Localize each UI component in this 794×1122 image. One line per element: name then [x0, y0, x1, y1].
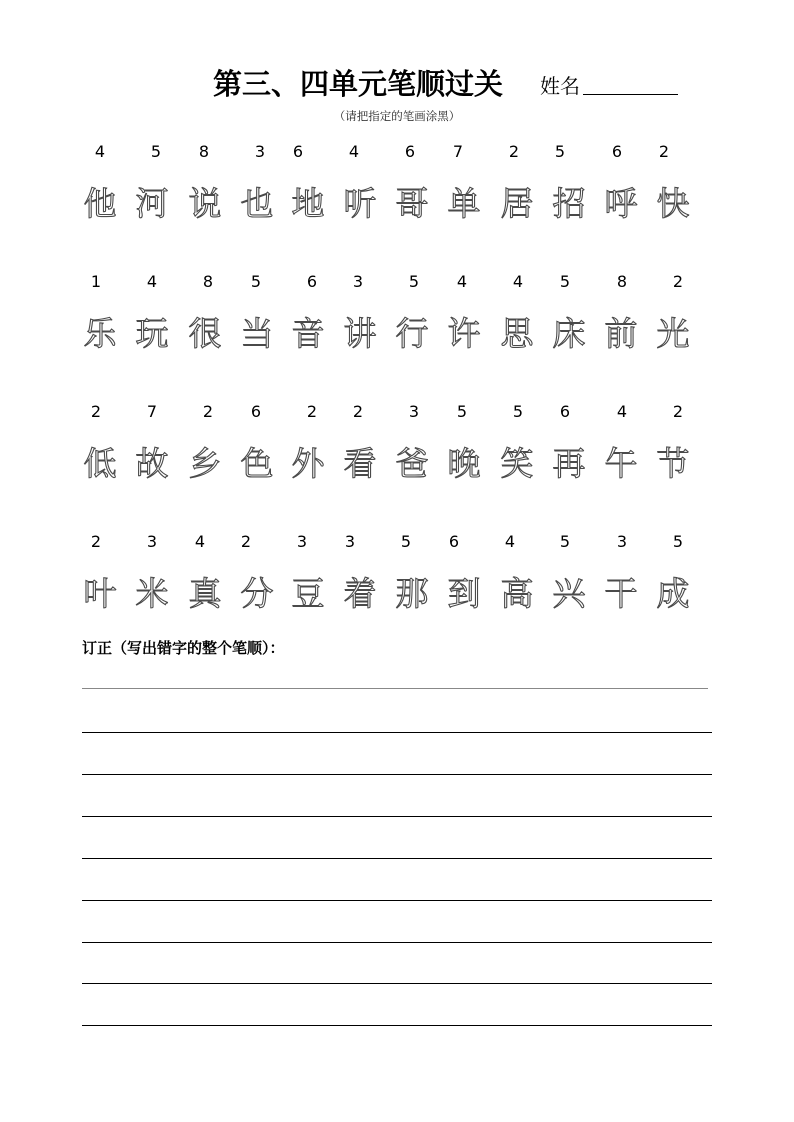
- stroke-number: 8: [202, 272, 214, 291]
- stroke-number: 3: [146, 532, 158, 551]
- outline-character[interactable]: 呼: [604, 184, 638, 223]
- stroke-number: 4: [512, 272, 524, 291]
- stroke-number: 4: [194, 532, 206, 551]
- stroke-number: 6: [306, 272, 318, 291]
- outline-character[interactable]: 光: [656, 314, 690, 353]
- outline-character[interactable]: 低: [83, 444, 117, 483]
- name-blank-line[interactable]: [583, 94, 678, 95]
- writing-line[interactable]: [82, 858, 712, 859]
- outline-character[interactable]: 米: [135, 574, 169, 613]
- outline-character[interactable]: 到: [447, 574, 481, 613]
- stroke-number: 2: [658, 142, 670, 161]
- stroke-number: 5: [672, 532, 684, 551]
- outline-character[interactable]: 单: [447, 184, 481, 223]
- outline-character[interactable]: 外: [291, 444, 325, 483]
- outline-character[interactable]: 他: [83, 184, 117, 223]
- stroke-number: 8: [198, 142, 210, 161]
- stroke-number: 4: [348, 142, 360, 161]
- outline-character[interactable]: 当: [240, 314, 274, 353]
- outline-character[interactable]: 色: [240, 444, 274, 483]
- outline-character[interactable]: 故: [135, 444, 169, 483]
- stroke-number: 6: [250, 402, 262, 421]
- stroke-number: 5: [150, 142, 162, 161]
- stroke-number: 3: [616, 532, 628, 551]
- stroke-number: 6: [611, 142, 623, 161]
- outline-character[interactable]: 行: [395, 314, 429, 353]
- stroke-number: 2: [508, 142, 520, 161]
- outline-character[interactable]: 真: [188, 574, 222, 613]
- outline-character[interactable]: 讲: [343, 314, 377, 353]
- outline-character[interactable]: 说: [188, 184, 222, 223]
- writing-line[interactable]: [82, 816, 712, 817]
- outline-character[interactable]: 爸: [395, 444, 429, 483]
- stroke-number: 3: [296, 532, 308, 551]
- outline-character[interactable]: 思: [500, 314, 534, 353]
- outline-character[interactable]: 玩: [135, 314, 169, 353]
- outline-character[interactable]: 哥: [395, 184, 429, 223]
- outline-character[interactable]: 高: [500, 574, 534, 613]
- outline-character[interactable]: 干: [604, 574, 638, 613]
- stroke-number: 3: [344, 532, 356, 551]
- stroke-number: 4: [616, 402, 628, 421]
- outline-character[interactable]: 音: [291, 314, 325, 353]
- stroke-number: 7: [452, 142, 464, 161]
- outline-character[interactable]: 招: [552, 184, 586, 223]
- writing-line[interactable]: [82, 942, 712, 943]
- stroke-number: 3: [352, 272, 364, 291]
- stroke-number: 5: [456, 402, 468, 421]
- outline-character[interactable]: 快: [656, 184, 690, 223]
- stroke-number: 6: [404, 142, 416, 161]
- outline-character[interactable]: 看: [343, 444, 377, 483]
- outline-character[interactable]: 节: [656, 444, 690, 483]
- stroke-number: 4: [456, 272, 468, 291]
- stroke-number: 1: [90, 272, 102, 291]
- stroke-number: 7: [146, 402, 158, 421]
- stroke-number: 2: [672, 272, 684, 291]
- outline-character[interactable]: 听: [343, 184, 377, 223]
- stroke-number: 6: [448, 532, 460, 551]
- stroke-number: 2: [202, 402, 214, 421]
- outline-character[interactable]: 前: [604, 314, 638, 353]
- outline-character[interactable]: 午: [604, 444, 638, 483]
- outline-character[interactable]: 很: [188, 314, 222, 353]
- outline-character[interactable]: 河: [135, 184, 169, 223]
- stroke-number: 5: [400, 532, 412, 551]
- stroke-number: 5: [250, 272, 262, 291]
- stroke-number: 2: [90, 402, 102, 421]
- outline-character[interactable]: 再: [552, 444, 586, 483]
- outline-character[interactable]: 成: [656, 574, 690, 613]
- stroke-number: 5: [559, 532, 571, 551]
- outline-character[interactable]: 那: [395, 574, 429, 613]
- worksheet-title: 第三、四单元笔顺过关: [213, 67, 504, 101]
- stroke-number: 2: [672, 402, 684, 421]
- stroke-number: 2: [352, 402, 364, 421]
- stroke-number: 6: [292, 142, 304, 161]
- outline-character[interactable]: 乡: [188, 444, 222, 483]
- outline-character[interactable]: 晚: [447, 444, 481, 483]
- stroke-number: 5: [559, 272, 571, 291]
- stroke-number: 4: [94, 142, 106, 161]
- correction-label: 订正（写出错字的整个笔顺）：: [82, 639, 285, 657]
- stroke-number: 8: [616, 272, 628, 291]
- outline-character[interactable]: 许: [447, 314, 481, 353]
- stroke-number: 5: [512, 402, 524, 421]
- writing-line[interactable]: [82, 1025, 712, 1026]
- writing-line[interactable]: [82, 732, 712, 733]
- writing-line[interactable]: [82, 900, 712, 901]
- stroke-number: 2: [90, 532, 102, 551]
- stroke-number: 6: [559, 402, 571, 421]
- outline-character[interactable]: 着: [343, 574, 377, 613]
- outline-character[interactable]: 居: [500, 184, 534, 223]
- stroke-number: 3: [254, 142, 266, 161]
- outline-character[interactable]: 地: [291, 184, 325, 223]
- stroke-number: 4: [504, 532, 516, 551]
- outline-character[interactable]: 也: [240, 184, 274, 223]
- outline-character[interactable]: 床: [552, 314, 586, 353]
- outline-character[interactable]: 笑: [500, 444, 534, 483]
- writing-line[interactable]: [82, 774, 712, 775]
- stroke-number: 5: [554, 142, 566, 161]
- stroke-number: 2: [240, 532, 252, 551]
- stroke-number: 5: [408, 272, 420, 291]
- name-label: 姓名: [540, 74, 580, 98]
- stroke-number: 4: [146, 272, 158, 291]
- outline-character[interactable]: 分: [240, 574, 274, 613]
- outline-character[interactable]: 叶: [83, 574, 117, 613]
- outline-character[interactable]: 乐: [83, 314, 117, 353]
- writing-line[interactable]: [82, 688, 708, 689]
- outline-character[interactable]: 豆: [291, 574, 325, 613]
- outline-character[interactable]: 兴: [552, 574, 586, 613]
- writing-line[interactable]: [82, 983, 712, 984]
- instruction-subtitle: （请把指定的笔画涂黑）: [333, 109, 461, 123]
- stroke-number: 3: [408, 402, 420, 421]
- stroke-number: 2: [306, 402, 318, 421]
